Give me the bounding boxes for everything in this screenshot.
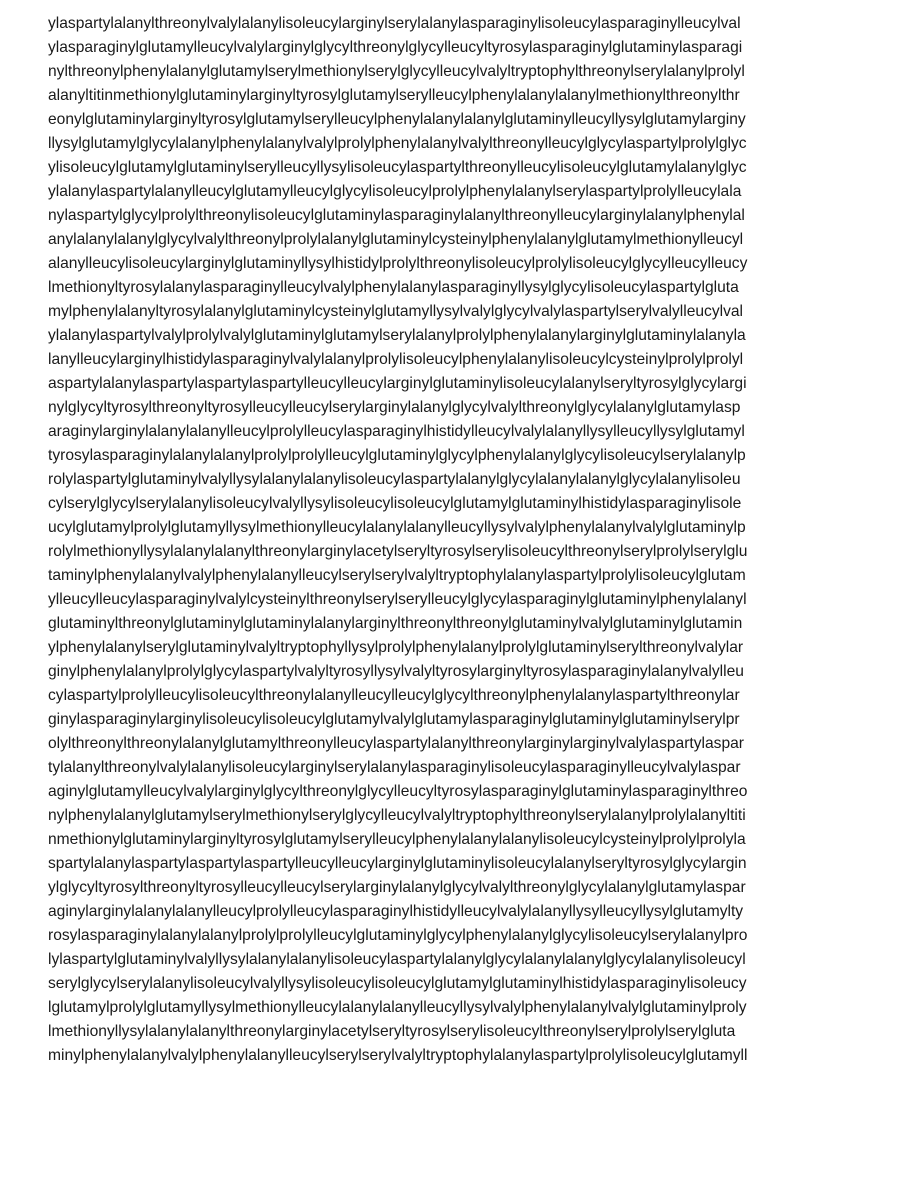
text-line: nylglycyltyrosylthreonyltyrosylleucylleucylserylarginylalanylglycylvalylthreonylglycylalanylglutamylasp bbox=[48, 399, 741, 416]
text-line: lylaspartylglutaminylvalyllysylalanylalanylisoleucylaspartylalanylglycylalanylalanylglycylalanylisoleucyl bbox=[48, 951, 746, 968]
text-line: taminylphenylalanylvalylphenylalanylleucylserylserylvalyltryptophylalanylaspartylprolylisoleucylglutam bbox=[48, 567, 746, 584]
chemical-name-text-block bbox=[48, 12, 888, 1068]
text-line: ylleucylleucylasparaginylvalylcysteinylthreonylserylserylleucylglycylasparaginylglutaminylphenylalanyl bbox=[48, 591, 747, 608]
text-line: anylalanylalanylglycylvalylthreonylprolylalanylglutaminylcysteinylphenylalanylglutamylmethionylleucyl bbox=[48, 231, 744, 248]
text-line: ylasparaginylglutamylleucylvalylarginylglycylthreonylglycylleucyltyrosylasparaginylglutaminylasparagi bbox=[48, 39, 743, 56]
text-line: spartylalanylaspartylaspartylaspartylleucylleucylarginylglutaminylisoleucylalanylseryltyrosylglycylargin bbox=[48, 855, 747, 872]
text-line: aginylglutamylleucylvalylarginylglycylthreonylglycylleucyltyrosylasparaginylglutaminylasparaginylthreo bbox=[48, 783, 748, 800]
text-line: rolylmethionyllysylalanylalanylthreonylarginylacetylseryltyrosylserylisoleucylthreonylserylprolylserylglu bbox=[48, 543, 748, 560]
text-line: minylphenylalanylvalylphenylalanylleucylserylserylvalyltryptophylalanylaspartylprolylisoleucylglutamyll bbox=[48, 1047, 748, 1064]
text-line: nylphenylalanylglutamylserylmethionylserylglycylleucylvalyltryptophylthreonylserylalanylprolylalanyltiti bbox=[48, 807, 746, 824]
text-line: alanylleucylisoleucylarginylglutaminyllysylhistidylprolylthreonylisoleucylprolylisoleucylglycylleucylleucy bbox=[48, 255, 748, 272]
text-line: nylthreonylphenylalanylglutamylserylmethionylserylglycylleucylvalyltryptophylthreonylserylalanylprolyl bbox=[48, 63, 745, 80]
text-line: nmethionylglutaminylarginyltyrosylglutamylserylleucylphenylalanylalanylisoleucylcysteinylprolylprolyla bbox=[48, 831, 746, 848]
text-line: ylaspartylalanylthreonylvalylalanylisoleucylarginylserylalanylasparaginylisoleucylasparaginylleucylval bbox=[48, 15, 741, 32]
text-line: olylthreonylthreonylalanylglutamylthreonylleucylaspartylalanylthreonylarginylarginylvalylaspartylaspar bbox=[48, 735, 745, 752]
text-line: serylglycylserylalanylisoleucylvalyllysylisoleucylisoleucylglutamylglutaminylhistidylasparaginylisoleucy bbox=[48, 975, 747, 992]
text-line: mylphenylalanyltyrosylalanylglutaminylcysteinylglutamyllysylvalylglycylvalylaspartylserylvalylleucylval bbox=[48, 303, 744, 320]
text-line: lmethionyllysylalanylalanylthreonylarginylacetylseryltyrosylserylisoleucylthreonylserylprolylserylgluta bbox=[48, 1023, 736, 1040]
text-line: tylalanylthreonylvalylalanylisoleucylarginylserylalanylasparaginylisoleucylasparaginylleucylvalylaspar bbox=[48, 759, 741, 776]
text-line: ylalanylaspartylalanylleucylglutamylleucylglycylisoleucylprolylphenylalanylserylaspartylprolylleucylala bbox=[48, 183, 742, 200]
text-line: ylphenylalanylserylglutaminylvalyltryptophyllysylprolylphenylalanylprolylglutaminylserylthreonylvalylar bbox=[48, 639, 744, 656]
text-line: alanyltitinmethionylglutaminylarginyltyrosylglutamylserylleucylphenylalanylalanylmethionylthreonylthr bbox=[48, 87, 740, 104]
text-line: rosylasparaginylalanylalanylprolylprolylleucylglutaminylglycylphenylalanylglycylisoleucylserylalanylpro bbox=[48, 927, 748, 944]
text-line: glutaminylthreonylglutaminylglutaminylalanylarginylthreonylthreonylglutaminylvalylglutaminylglutamin bbox=[48, 615, 743, 632]
text-line: ylisoleucylglutamylglutaminylserylleucyllysylisoleucylaspartylthreonylleucylisoleucylglutamylalanylglyc bbox=[48, 159, 747, 176]
text-line: aspartylalanylaspartylaspartylaspartylleucylleucylarginylglutaminylisoleucylalanylseryltyrosylglycylargi bbox=[48, 375, 747, 392]
text-line: ucylglutamylprolylglutamyllysylmethionylleucylalanylalanylleucyllysylvalylphenylalanylvalylglutaminylp bbox=[48, 519, 746, 536]
text-line: ginylphenylalanylprolylglycylaspartylvalyltyrosyllysylvalyltyrosylarginyltyrosylasparaginylalanylvalylleu bbox=[48, 663, 744, 680]
text-line: eonylglutaminylarginyltyrosylglutamylserylleucylphenylalanylalanylglutaminylleucyllysylglutamylarginy bbox=[48, 111, 746, 128]
text-line: cylaspartylprolylleucylisoleucylthreonylalanylleucylleucylglycylthreonylphenylalanylaspartylthreonylar bbox=[48, 687, 740, 704]
text-line: nylaspartylglycylprolylthreonylisoleucylglutaminylasparaginylalanylthreonylleucylarginylalanylphenylal bbox=[48, 207, 745, 224]
text-line: ylalanylaspartylvalylprolylvalylglutaminylglutamylserylalanylprolylphenylalanylarginylglutaminylalanyla bbox=[48, 327, 746, 344]
text-line: ginylasparaginylarginylisoleucylisoleucylglutamylvalylglutamylasparaginylglutaminylglutaminylserylpr bbox=[48, 711, 740, 728]
text-line: ylglycyltyrosylthreonyltyrosylleucylleucylserylarginylalanylglycylvalylthreonylglycylalanylglutamylaspar bbox=[48, 879, 746, 896]
text-line: lglutamylprolylglutamyllysylmethionylleucylalanylalanylleucyllysylvalylphenylalanylvalylglutaminylproly bbox=[48, 999, 747, 1016]
text-line: tyrosylasparaginylalanylalanylprolylprolylleucylglutaminylglycylphenylalanylglycylisoleucylserylalanylp bbox=[48, 447, 746, 464]
text-line: aginylarginylalanylalanylleucylprolylleucylasparaginylhistidylleucylvalylalanyllysylleucyllysylglutamylty bbox=[48, 903, 744, 920]
text-line: rolylaspartylglutaminylvalyllysylalanylalanylisoleucylaspartylalanylglycylalanylalanylglycylalanylisoleu bbox=[48, 471, 741, 488]
text-line: cylserylglycylserylalanylisoleucylvalyllysylisoleucylisoleucylglutamylglutaminylhistidylasparaginylisole bbox=[48, 495, 742, 512]
text-line: araginylarginylalanylalanylleucylprolylleucylasparaginylhistidylleucylvalylalanyllysylleucyllysylglutamyl bbox=[48, 423, 745, 440]
text-line: llysylglutamylglycylalanylphenylalanylvalylprolylphenylalanylvalylthreonylleucylglycylaspartylprolylglyc bbox=[48, 135, 747, 152]
text-line: lmethionyltyrosylalanylasparaginylleucylvalylphenylalanylasparaginyllysylglycylisoleucylaspartylgluta bbox=[48, 279, 739, 296]
text-line: lanylleucylarginylhistidylasparaginylvalylalanylprolylisoleucylphenylalanylisoleucylcysteinylprolylprolyl bbox=[48, 351, 744, 368]
